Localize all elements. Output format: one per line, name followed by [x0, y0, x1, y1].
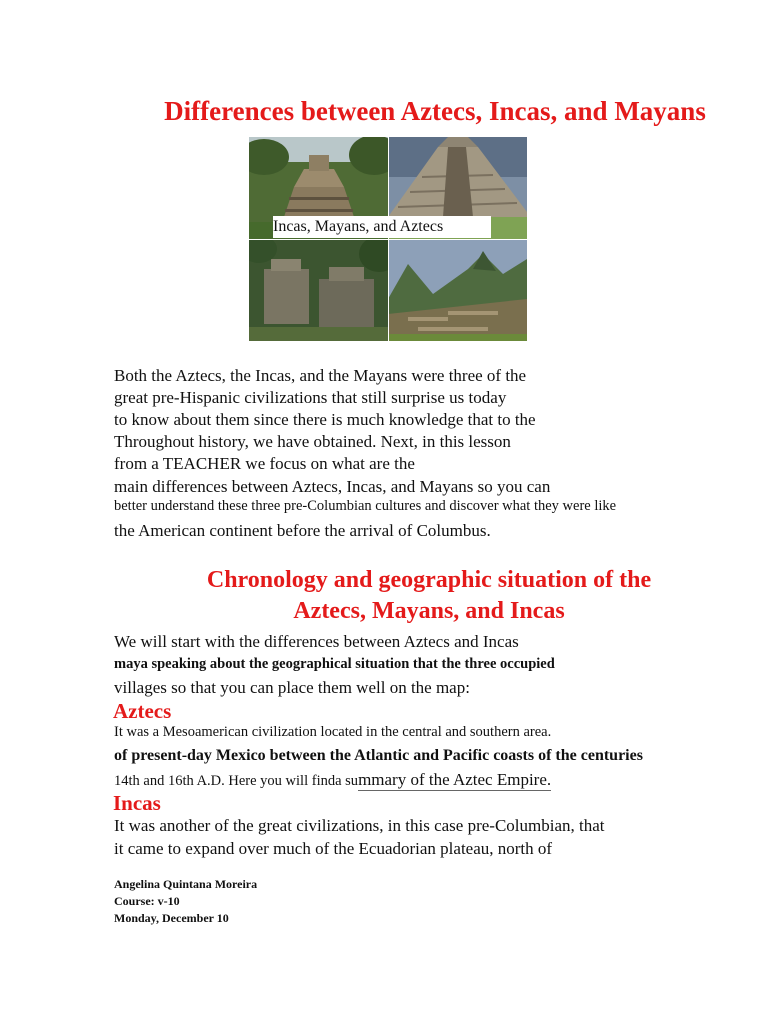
incas-line: it came to expand over much of the Ecuadorian plateau, north of [114, 839, 553, 858]
date-label: Monday, December 10 [114, 911, 229, 925]
mountain-citadel-image [388, 239, 527, 341]
intro-line: Throughout history, we have obtained. Next, in this lesson [114, 432, 511, 451]
collage-caption: Incas, Mayans, and Aztecs [273, 216, 491, 238]
aztecs-line: It was a Mesoamerican civilization located in the central and southern area. [114, 724, 552, 740]
incas-line: It was another of the great civilizations, in this case pre-Columbian, that [114, 816, 605, 835]
course-label: Course: v-10 [114, 894, 180, 908]
intro-line: Both the Aztecs, the Incas, and the Mayans were three of the [114, 366, 527, 385]
section-line: villages so that you can place them well on the map: [114, 678, 470, 697]
stone-ruins-image [249, 239, 388, 341]
civilizations-collage [249, 137, 527, 342]
aztecs-line [114, 770, 551, 790]
intro-line: to know about them since there is much knowledge that to the [114, 410, 536, 429]
section-heading: Aztecs, Mayans, and Incas [293, 598, 565, 624]
aztecs-heading: Aztecs [113, 699, 172, 723]
author-name: Angelina Quintana Moreira [114, 877, 258, 891]
section-line: maya speaking about the geographical situation that the three occupied [114, 656, 555, 672]
section-line: We will start with the differences between Aztecs and Incas [114, 632, 519, 651]
page-title: Differences between Aztecs, Incas, and Mayans [164, 96, 706, 126]
intro-line: from a TEACHER we focus on what are the [114, 454, 415, 473]
intro-line: better understand these three pre-Columbian cultures and discover what they were like [114, 498, 617, 514]
intro-line: great pre-Hispanic civilizations that still surprise us today [114, 388, 507, 407]
aztecs-line: of present-day Mexico between the Atlantic and Pacific coasts of the centuries [114, 747, 643, 764]
aztecs-line-text: 14th and 16th A.D. Here you will finda su [114, 773, 359, 789]
aztec-empire-summary-link[interactable]: mmary of the Aztec Empire. [358, 770, 552, 789]
intro-line: the American continent before the arrival of Columbus. [114, 521, 491, 540]
intro-line: main differences between Aztecs, Incas, and Mayans so you can [114, 477, 551, 496]
section-heading: Chronology and geographic situation of the [206, 567, 652, 593]
incas-heading: Incas [113, 791, 161, 815]
